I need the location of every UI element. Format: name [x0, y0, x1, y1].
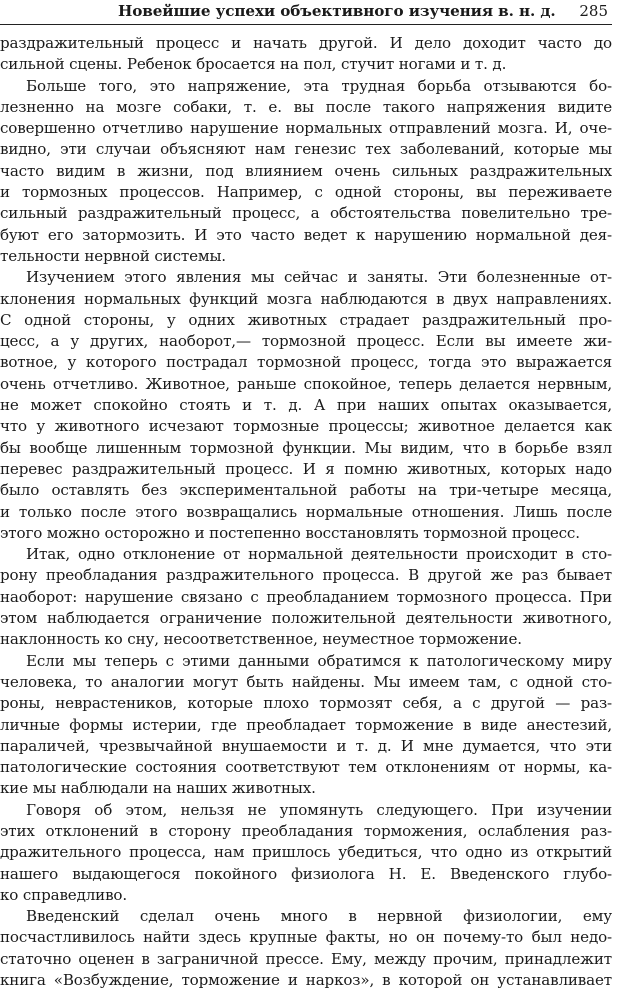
- text-line: Больше того, это напряжение, эта трудная борьба отзываются бо-: [26, 76, 612, 95]
- text-line: книга «Возбуждение, торможение и наркоз», в которой он устанавливает: [0, 971, 612, 990]
- text-line: цесс, а у других, наоборот,— тормозной процесс. Если вы имеете жи-: [0, 332, 612, 351]
- running-title: Новейшие успехи объективного изучения в. н. д.: [118, 2, 556, 20]
- text-line: Изучением этого явления мы сейчас и заняты. Эти болезненные от-: [26, 268, 612, 287]
- text-line: что у животного исчезают тормозные процессы; животное делается как: [0, 417, 612, 436]
- text-line: рону преобладания раздражительного процесса. В другой же раз бывает: [0, 566, 612, 585]
- text-line: часто видим в жизни, под влиянием очень сильных раздражительных: [0, 161, 612, 180]
- running-head: [0, 2, 612, 25]
- text-line: раздражительный процесс и начать другой. И дело доходит часто до: [0, 34, 612, 52]
- text-line: наоборот: нарушение связано с преобладанием тормозного процесса. При: [0, 587, 612, 606]
- text-line: С одной стороны, у одних животных страдает раздражительный про-: [0, 310, 612, 329]
- text-line: параличей, чрезвычайной внушаемости и т. д. И мне думается, что эти: [0, 736, 612, 755]
- text-line: лезненно на мозге собаки, т. е. вы после такого напряжения видите: [0, 97, 612, 116]
- text-line: очень отчетливо. Животное, раньше спокойное, теперь делается нервным,: [0, 374, 612, 393]
- text-line: сильной сцены. Ребенок бросается на пол, стучит ногами и т. д.: [0, 55, 507, 74]
- body-text: [0, 33, 612, 991]
- text-line: этого можно осторожно и постепенно восстановлять тормозной процесс.: [0, 523, 580, 542]
- text-line: вотное, у которого пострадал тормозной процесс, тогда это выражается: [0, 353, 612, 372]
- text-line: человека, то аналогии могут быть найдены. Мы имеем там, с одной сто-: [0, 672, 612, 691]
- text-line: и только после этого возвращались нормальные отношения. Лишь после: [0, 502, 612, 521]
- text-line: Итак, одно отклонение от нормальной деятельности происходит в сто-: [26, 545, 612, 564]
- text-line: Говоря об этом, нельзя не упомянуть следующего. При изучении: [26, 800, 612, 819]
- text-line: было оставлять без экспериментальной работы на три-четыре месяца,: [0, 481, 612, 500]
- text-line: сильный раздражительный процесс, а обстоятельства повелительно тре-: [0, 204, 612, 223]
- text-line: перевес раздражительный процесс. И я помню животных, которых надо: [0, 459, 612, 478]
- text-line: посчастливилось найти здесь крупные факты, но он почему-то был недо-: [0, 928, 612, 947]
- text-line: статочно оценен в заграничной прессе. Ему, между прочим, принадлежит: [0, 949, 612, 968]
- text-line: Введенский сделал очень много в нервной физиологии, ему: [26, 907, 612, 926]
- text-line: роны, неврастеников, которые плохо тормозят себя, а с другой — раз-: [0, 694, 612, 713]
- text-line: личные формы истерии, где преобладает торможение в виде анестезий,: [0, 715, 612, 734]
- text-line: тельности нервной системы.: [0, 246, 226, 265]
- text-line: ко справедливо.: [0, 885, 127, 904]
- text-line: этих отклонений в сторону преобладания торможения, ослабления раз-: [0, 821, 612, 840]
- text-line: видно, эти случаи объясняют нам генезис тех заболеваний, которые мы: [0, 140, 612, 159]
- page-number: 285: [579, 2, 608, 20]
- text-line: этом наблюдается ограничение положительной деятельности животного,: [0, 609, 612, 628]
- text-line: и тормозных процессов. Например, с одной стороны, вы переживаете: [0, 183, 612, 202]
- text-line: совершенно отчетливо нарушение нормальных отправлений мозга. И, оче-: [0, 119, 612, 138]
- text-line: нашего выдающегося покойного физиолога Н. Е. Введенского глубо-: [0, 864, 612, 883]
- text-line: не может спокойно стоять и т. д. А при наших опытах оказывается,: [0, 396, 612, 415]
- text-line: наклонность ко сну, несоответственное, неуместное торможение.: [0, 630, 522, 649]
- text-line: патологические состояния соответствуют тем отклонениям от нормы, ка-: [0, 758, 612, 777]
- text-line: клонения нормальных функций мозга наблюдаются в двух направлениях.: [0, 289, 612, 308]
- text-line: кие мы наблюдали на наших животных.: [0, 779, 316, 798]
- text-line: буют его затормозить. И это часто ведет к нарушению нормальной дея-: [0, 225, 612, 244]
- text-line: дражительного процесса, нам пришлось убедиться, что одно из открытий: [0, 843, 612, 862]
- text-line: бы вообще лишенным тормозной функции. Мы видим, что в борьбе взял: [0, 438, 612, 457]
- text-line: Если мы теперь с этими данными обратимся к патологическому миру: [26, 651, 612, 670]
